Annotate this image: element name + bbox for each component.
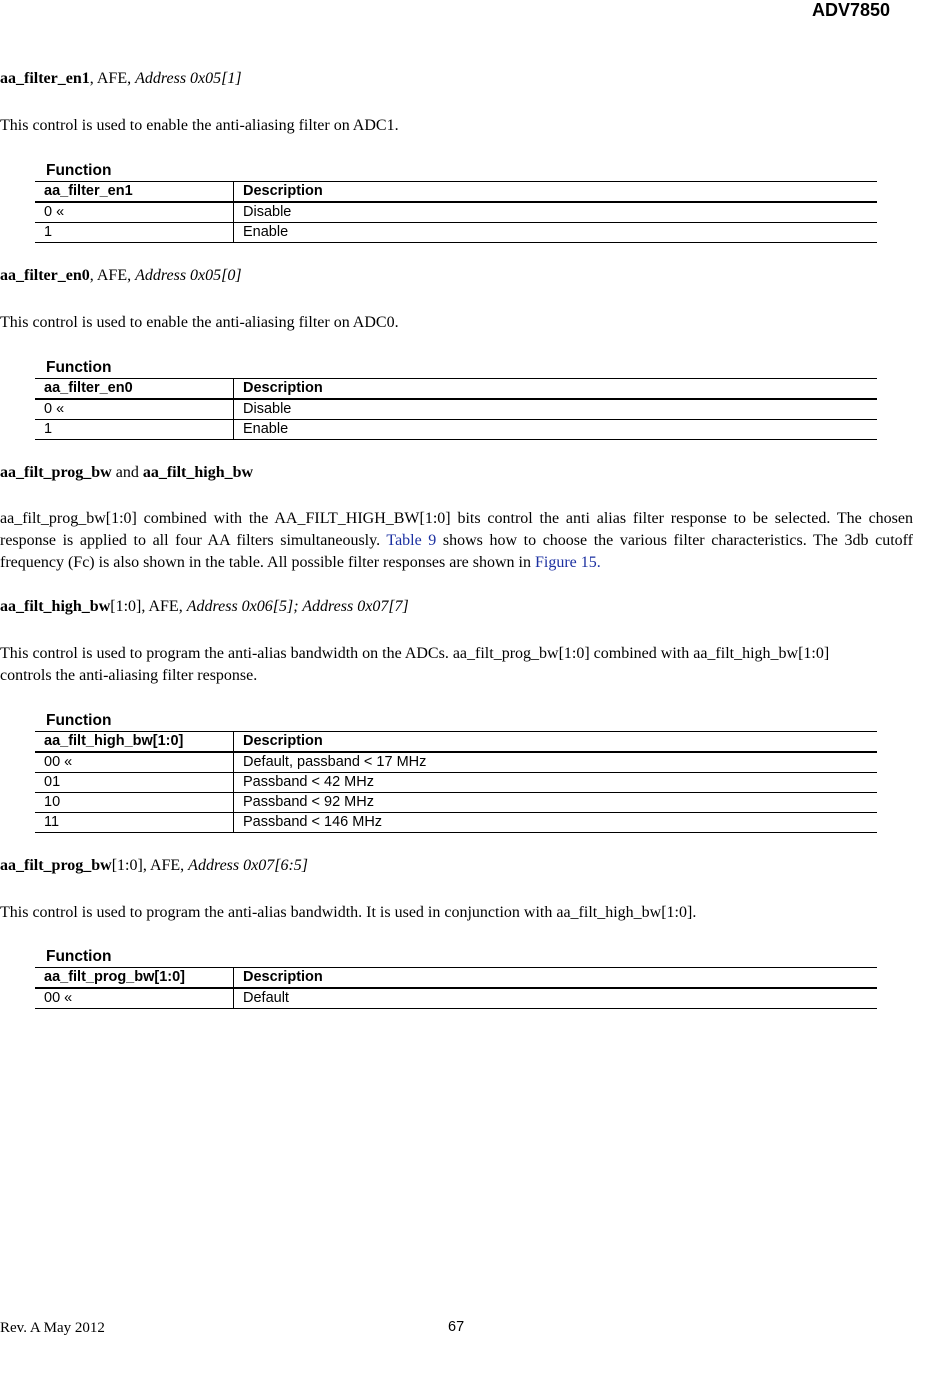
table-cell: 1: [35, 223, 234, 243]
table-cell: 00 «: [35, 752, 234, 773]
register-address: Address 0x07[6:5]: [188, 857, 309, 874]
table-cell: Passband < 42 MHz: [234, 773, 878, 793]
column-header: aa_filter_en0: [35, 379, 234, 400]
register-name: aa_filt_high_bw: [142, 464, 254, 481]
function-table-aa-filter-en1: [35, 161, 877, 243]
register-heading-aa-filter-en1: [0, 70, 913, 88]
register-heading-aa-filt-high-bw: [0, 598, 913, 616]
table-cell: 1: [35, 420, 234, 440]
column-header: Description: [234, 182, 878, 203]
table-cell: Disable: [234, 202, 878, 223]
table-header-row: [35, 182, 877, 203]
table-caption: Function: [46, 162, 112, 179]
table-header-row: [35, 968, 877, 989]
function-table-aa-filt-high-bw: [35, 711, 877, 833]
column-header: aa_filter_en1: [35, 182, 234, 203]
heading-conjunction: and: [111, 464, 143, 481]
table-row: [35, 988, 877, 1009]
table-caption: Function: [46, 712, 112, 729]
register-address: Address 0x06[5]; Address 0x07[7]: [186, 598, 409, 615]
column-header: aa_filt_high_bw[1:0]: [35, 732, 234, 753]
register-block: , AFE,: [89, 70, 136, 87]
column-header: Description: [234, 732, 878, 753]
register-description: This control is used to program the anti-alias bandwidth on the ADCs. aa_filt_prog_bw[1:0] combined with aa_filt_high_bw[1:0] controls the anti-aliasing filter response.: [0, 645, 830, 684]
column-header: Description: [234, 968, 878, 989]
table-caption: Function: [46, 359, 112, 376]
function-table-aa-filter-en0: [35, 358, 877, 440]
page-number: 67: [448, 1319, 465, 1335]
register-name: aa_filt_high_bw: [0, 598, 111, 615]
table-cell: Enable: [234, 420, 878, 440]
table-cell: Disable: [234, 399, 878, 420]
register-name: aa_filter_en1: [0, 70, 90, 87]
table-cell: Default: [234, 988, 878, 1009]
revision-label: Rev. A May 2012: [0, 1320, 105, 1336]
register-block: , AFE,: [142, 857, 189, 874]
table-caption: Function: [46, 948, 112, 965]
table-cell: Default, passband < 17 MHz: [234, 752, 878, 773]
table-cell: 0 «: [35, 202, 234, 223]
table-cell: 00 «: [35, 988, 234, 1009]
table-9-link[interactable]: Table 9: [386, 532, 437, 549]
table-cell: 11: [35, 813, 234, 833]
section-heading-aa-filt-bw: [0, 464, 913, 482]
column-header: Description: [234, 379, 878, 400]
register-block: , AFE,: [89, 267, 136, 284]
paragraph-text: shows how to choose the various filter characteristics. The 3db cutoff frequency (Fc) is also shown in the table. All possible filter responses are shown in: [0, 532, 914, 571]
column-header: aa_filt_prog_bw[1:0]: [35, 968, 234, 989]
figure-15-link[interactable]: Figure 15.: [535, 554, 601, 571]
register-name: aa_filt_prog_bw: [0, 857, 112, 874]
product-title: ADV7850: [811, 0, 890, 20]
table-row: [35, 420, 877, 440]
register-bits: [1:0]: [110, 598, 142, 615]
register-name: aa_filter_en0: [0, 267, 90, 284]
table-row: [35, 223, 877, 243]
table-row: [35, 752, 877, 773]
table-cell: Passband < 92 MHz: [234, 793, 878, 813]
section-paragraph: [0, 508, 913, 574]
table-cell: Passband < 146 MHz: [234, 813, 878, 833]
register-bits: [1:0]: [111, 857, 143, 874]
register-address: Address 0x05[1]: [135, 70, 242, 87]
register-description: This control is used to program the anti-alias bandwidth. It is used in conjunction with aa_filt_high_bw[1:0].: [0, 904, 697, 921]
table-row: [35, 813, 877, 833]
table-cell: 10: [35, 793, 234, 813]
table-cell: 01: [35, 773, 234, 793]
table-row: [35, 202, 877, 223]
paragraph-text: aa_filt_prog_bw[1:0] combined with the AA_FILT_HIGH_BW[1:0] bits control the anti alias filter response to be selected. The chosen response is applied to all four AA filters simultaneously.: [0, 510, 913, 549]
table-row: [35, 793, 877, 813]
table-header-row: [35, 732, 877, 753]
table-row: [35, 773, 877, 793]
function-table-aa-filt-prog-bw: [35, 947, 877, 1009]
table-row: [35, 399, 877, 420]
register-block: , AFE,: [141, 598, 187, 615]
register-address: Address 0x05[0]: [135, 267, 242, 284]
register-heading-aa-filter-en0: [0, 267, 913, 285]
register-name: aa_filt_prog_bw: [0, 464, 112, 481]
register-description: This control is used to enable the anti-aliasing filter on ADC0.: [0, 314, 399, 331]
table-cell: Enable: [234, 223, 878, 243]
register-description: This control is used to enable the anti-aliasing filter on ADC1.: [0, 117, 399, 134]
table-header-row: [35, 379, 877, 400]
register-heading-aa-filt-prog-bw: [0, 857, 913, 875]
table-cell: 0 «: [35, 399, 234, 420]
